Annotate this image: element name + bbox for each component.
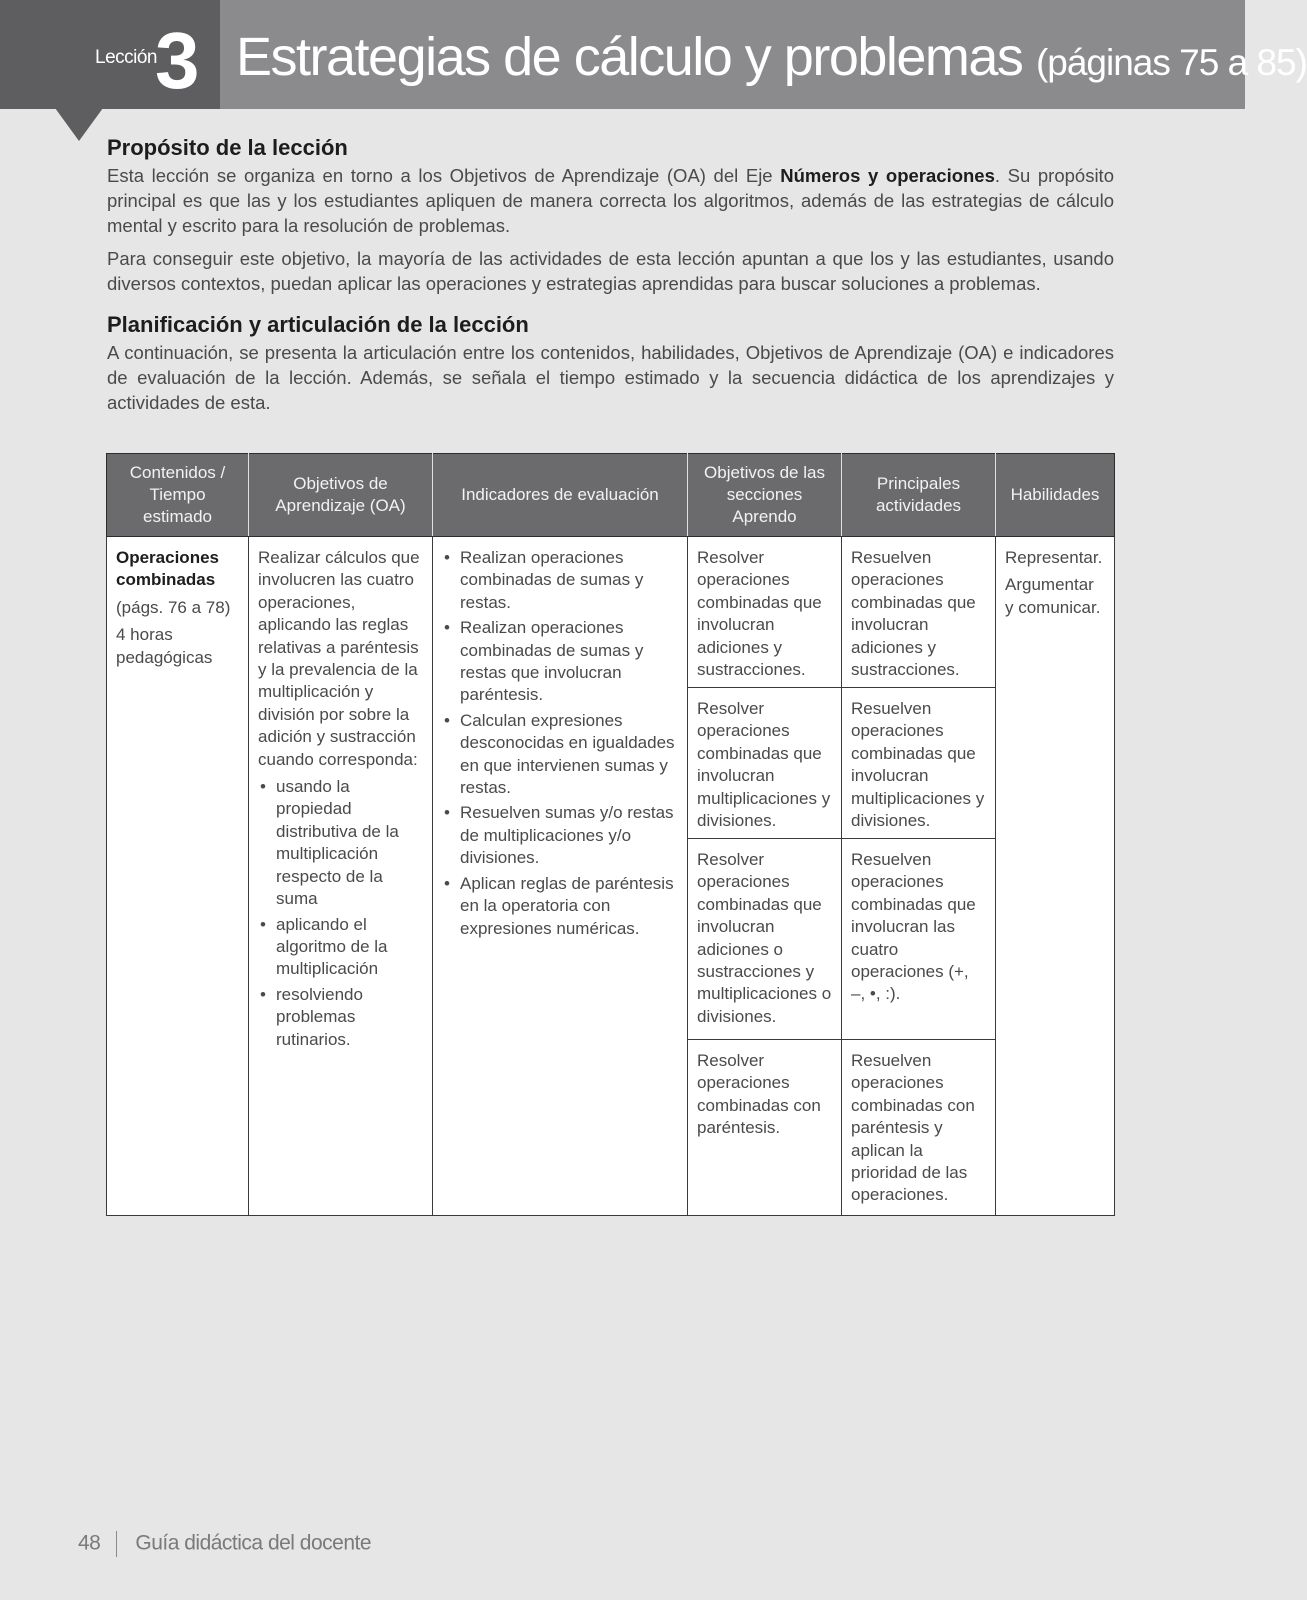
lesson-badge xyxy=(0,0,220,109)
guide-title: Guía didáctica del docente xyxy=(135,1531,372,1555)
lesson-tab-pointer xyxy=(55,108,103,141)
purpose-p1-end: . Su propósito principal es que las y los estudiantes apliquen de manera correcta los algoritmos, además de las estrategias de cálculo mental y escrito para la resolución de problemas. xyxy=(107,165,1114,236)
cell-aprendo: Resolver operaciones combinadas que involucran adiciones o sustracciones y multiplicaciones o divisiones. xyxy=(688,839,842,1040)
list-item: • usando la propiedad distributiva de la multiplicación respecto de la suma xyxy=(258,776,424,910)
purpose-paragraph-1 xyxy=(107,163,1114,238)
oa-list xyxy=(258,776,424,1051)
header-actividades: Principales actividades xyxy=(842,454,996,537)
header-contenidos: Contenidos / Tiempo estimado xyxy=(107,454,249,537)
cell-indicadores xyxy=(433,537,688,1216)
list-item: • Calculan expresiones desconocidas en igualdades en que intervienen sumas y restas. xyxy=(442,710,679,800)
planning-table xyxy=(106,453,1115,1216)
cell-oa xyxy=(249,537,433,1216)
cell-habilidades-empty xyxy=(996,1040,1115,1216)
cell-habilidades-empty xyxy=(996,839,1115,1040)
purpose-p1-start: Esta lección se organiza en torno a los Objetivos de Aprendizaje (OA) del Eje xyxy=(107,165,781,186)
lesson-title xyxy=(236,24,1307,96)
lesson-title-text: Estrategias de cálculo y problemas xyxy=(236,27,1023,87)
lesson-pages: (páginas 75 a 85) xyxy=(1035,42,1307,83)
table-row xyxy=(107,537,1115,688)
list-item: • Realizan operaciones combinadas de sumas y restas que involucran paréntesis. xyxy=(442,617,679,707)
list-item: • aplicando el algoritmo de la multiplicación xyxy=(258,914,424,981)
purpose-paragraph-2: Para conseguir este objetivo, la mayoría de las actividades de esta lección apuntan a que los y las estudiantes, usando diversos contextos, puedan aplicar las operaciones y estrategias aprendidas para buscar soluciones a problemas. xyxy=(107,248,1114,294)
cell-actividades: Resuelven operaciones combinadas con paréntesis y aplican la prioridad de las operaciones. xyxy=(842,1040,996,1216)
contenidos-pages: (págs. 76 a 78) xyxy=(116,597,231,617)
cell-aprendo: Resolver operaciones combinadas con paréntesis. xyxy=(688,1040,842,1216)
cell-actividades: Resuelven operaciones combinadas que involucran adiciones y sustracciones. xyxy=(842,537,996,688)
header-aprendo: Objetivos de las secciones Aprendo xyxy=(688,454,842,537)
planning-heading: Planificación y articulación de la lección xyxy=(107,312,529,337)
lesson-number: 3 xyxy=(155,16,200,105)
cell-contenidos xyxy=(107,537,249,1216)
purpose-heading: Propósito de la lección xyxy=(107,135,348,160)
habilidad-2: Argumentar y comunicar. xyxy=(1005,575,1101,617)
list-item: • Aplican reglas de paréntesis en la operatoria con expresiones numéricas. xyxy=(442,873,679,940)
footer-divider xyxy=(116,1531,117,1557)
cell-habilidades xyxy=(996,537,1115,688)
cell-aprendo: Resolver operaciones combinadas que involucran adiciones y sustracciones. xyxy=(688,537,842,688)
lesson-header xyxy=(0,0,1307,109)
cell-habilidades-empty xyxy=(996,688,1115,839)
header-oa: Objetivos de Aprendizaje (OA) xyxy=(249,454,433,537)
oa-intro: Realizar cálculos que involucren las cuatro operaciones, aplicando las reglas relativas a paréntesis y la prevalencia de la multiplicación y división por sobre la adición y sustracción cuando corresponda: xyxy=(258,548,420,769)
indicadores-list xyxy=(442,547,679,940)
lesson-label: Lección xyxy=(95,47,157,68)
planning-paragraph: A continuación, se presenta la articulación entre los contenidos, habilidades, Objetivos de Aprendizaje (OA) e indicadores de evaluación de la lección. Además, se señala el tiempo estimado y la secuencia didáctica de los aprendizajes y actividades de esta. xyxy=(107,342,1114,413)
contenidos-title: Operaciones combinadas xyxy=(116,548,219,590)
table-header-row xyxy=(107,454,1115,537)
purpose-p1-axis: Números y operaciones xyxy=(780,165,995,186)
habilidad-1: Representar. xyxy=(1005,548,1103,567)
header-indicadores: Indicadores de evaluación xyxy=(433,454,688,537)
cell-actividades: Resuelven operaciones combinadas que involucran las cuatro operaciones (+, –, •, :). xyxy=(842,839,996,1040)
page-footer xyxy=(78,1531,371,1557)
lesson-intro xyxy=(107,133,1114,415)
page-number: 48 xyxy=(78,1531,101,1555)
list-item: • Realizan operaciones combinadas de sumas y restas. xyxy=(442,547,679,614)
cell-actividades: Resuelven operaciones combinadas que involucran multiplicaciones y divisiones. xyxy=(842,688,996,839)
list-item: • resolviendo problemas rutinarios. xyxy=(258,984,424,1051)
list-item: • Resuelven sumas y/o restas de multiplicaciones y/o divisiones. xyxy=(442,802,679,869)
cell-aprendo: Resolver operaciones combinadas que involucran multiplicaciones y divisiones. xyxy=(688,688,842,839)
header-habilidades: Habilidades xyxy=(996,454,1115,537)
contenidos-time: 4 horas pedagógicas xyxy=(116,625,213,667)
